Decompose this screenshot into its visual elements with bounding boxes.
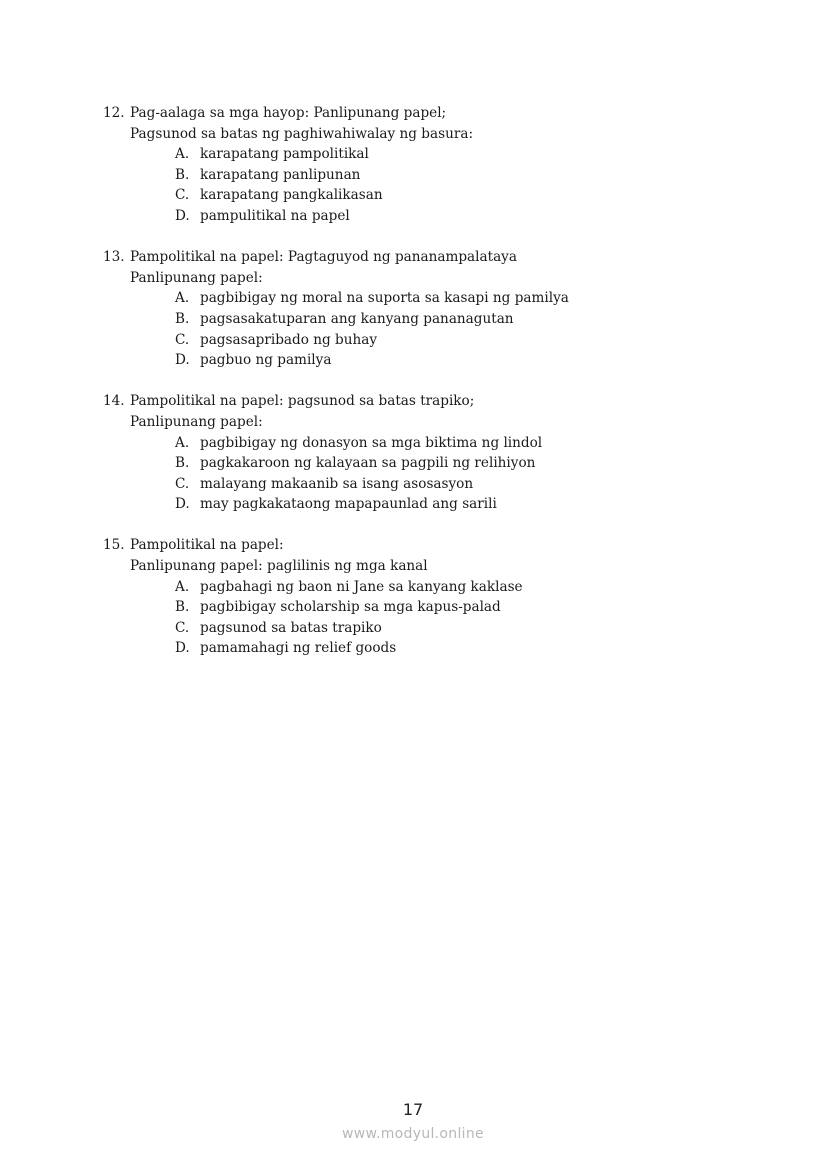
option (103, 453, 723, 474)
option-text: pagsunod sa batas trapiko (200, 619, 382, 636)
option-letter: D. (175, 496, 190, 513)
option (103, 433, 723, 454)
option-text: pagbahagi ng baon ni Jane sa kanyang kaklase (200, 578, 523, 595)
option (103, 144, 723, 165)
question-line: Pampolitikal na papel: pagsunod sa batas trapiko; (130, 393, 475, 410)
option-letter: C. (175, 619, 190, 636)
option-letter: D. (175, 352, 190, 369)
option (103, 309, 723, 330)
option-text: karapatang pangkalikasan (200, 187, 383, 204)
option-letter: C. (175, 331, 190, 348)
option-letter: D. (175, 207, 190, 224)
option-text: pagsasakatuparan ang kanyang pananagutan (200, 310, 514, 327)
option-text: karapatang panlipunan (200, 166, 361, 183)
option-text: pagbibigay ng moral na suporta sa kasapi ng pamilya (200, 290, 569, 307)
option-text: malayang makaanib sa isang asosasyon (200, 475, 474, 492)
option-text: pamamahagi ng relief goods (200, 640, 397, 657)
option-letter: A. (175, 578, 190, 595)
question-14 (103, 391, 723, 515)
option (103, 494, 723, 515)
question-number: 14. (103, 393, 125, 410)
question-12 (103, 103, 723, 227)
option-text: pagbibigay scholarship sa mga kapus-palad (200, 599, 501, 616)
question-number: 15. (103, 537, 125, 554)
option (103, 288, 723, 309)
option-letter: C. (175, 475, 190, 492)
option-text: pagbuo ng pamilya (200, 352, 332, 369)
option-letter: A. (175, 290, 190, 307)
question-line: Panlipunang papel: (130, 413, 263, 430)
question-line: Pagsunod sa batas ng paghiwahiwalay ng basura: (130, 125, 474, 142)
option (103, 165, 723, 186)
option (103, 350, 723, 371)
option-letter: A. (175, 146, 190, 163)
question-line: Pampolitikal na papel: Pagtaguyod ng pananampalataya (130, 249, 517, 266)
option (103, 206, 723, 227)
question-13 (103, 247, 723, 371)
option-letter: B. (175, 599, 190, 616)
question-number: 13. (103, 249, 125, 266)
option (103, 330, 723, 351)
option-text: pagkakaroon ng kalayaan sa pagpili ng relihiyon (200, 455, 536, 472)
option (103, 597, 723, 618)
option-letter: D. (175, 640, 190, 657)
option (103, 618, 723, 639)
option-letter: B. (175, 166, 190, 183)
option-text: karapatang pampolitikal (200, 146, 369, 163)
option-letter: B. (175, 310, 190, 327)
option-text: pagbibigay ng donasyon sa mga biktima ng lindol (200, 434, 543, 451)
option-letter: A. (175, 434, 190, 451)
option-text: pampulitikal na papel (200, 207, 350, 224)
option (103, 638, 723, 659)
option-letter: C. (175, 187, 190, 204)
option (103, 474, 723, 495)
option (103, 577, 723, 598)
option-letter: B. (175, 455, 190, 472)
question-15 (103, 535, 723, 659)
question-line: Pag-aalaga sa mga hayop: Panlipunang papel; (130, 105, 447, 121)
option-text: pagsasapribado ng buhay (200, 331, 378, 348)
option (103, 185, 723, 206)
question-list (103, 103, 723, 680)
watermark: www.modyul.online (342, 1126, 484, 1142)
question-line: Pampolitikal na papel: (130, 537, 284, 554)
page-number: 17 (402, 1100, 424, 1119)
question-number: 12. (103, 105, 125, 121)
question-line: Panlipunang papel: (130, 269, 263, 286)
question-line: Panlipunang papel: paglilinis ng mga kanal (130, 558, 428, 575)
option-text: may pagkakataong mapapaunlad ang sarili (200, 496, 497, 513)
